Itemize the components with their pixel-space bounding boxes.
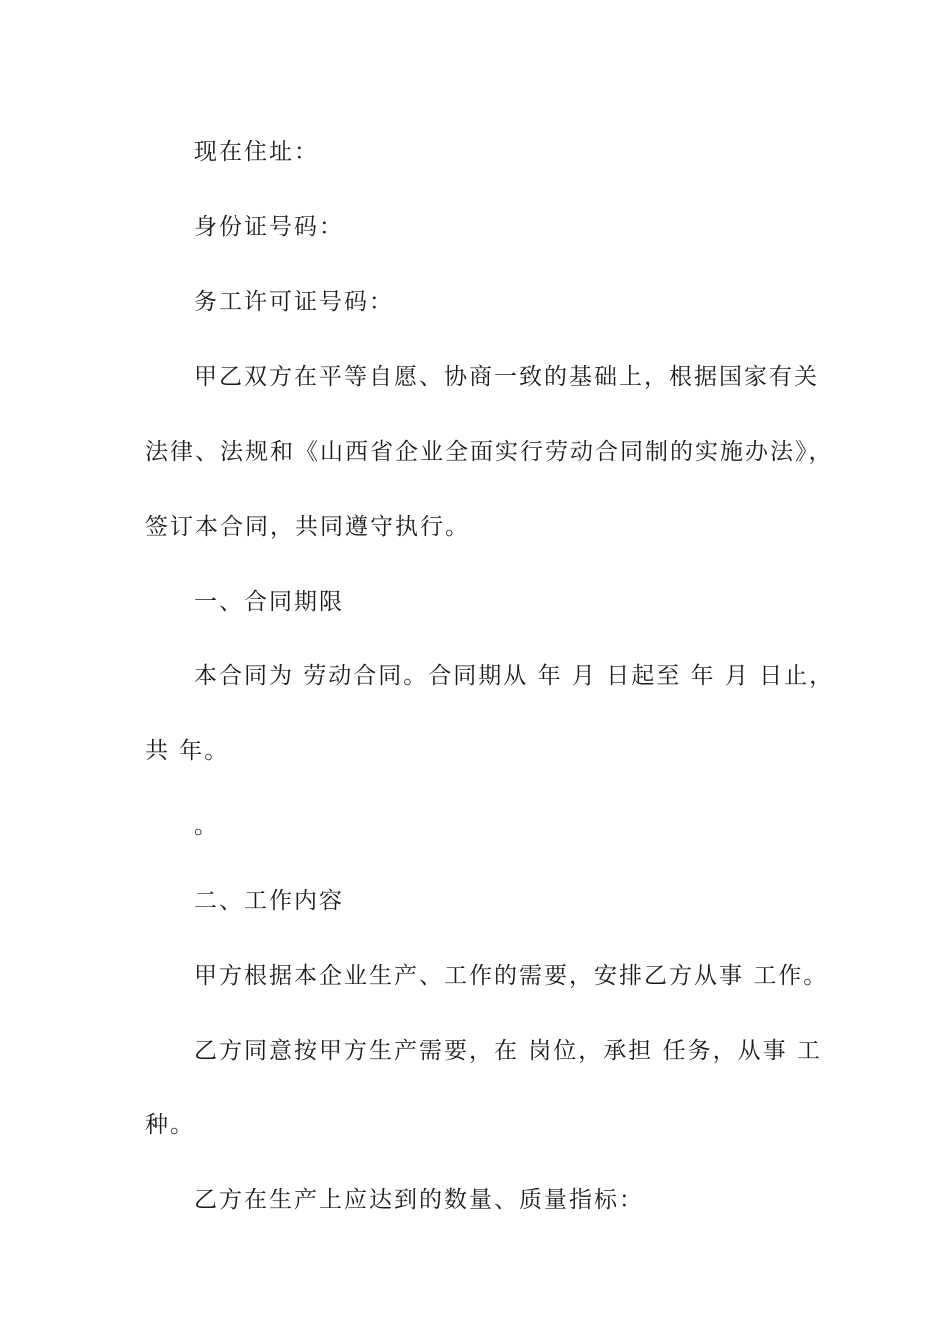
section-heading-term: 一、合同期限 bbox=[194, 589, 344, 615]
term-line-2: 共 年。 bbox=[145, 738, 230, 764]
id-number-label: 身份证号码： bbox=[194, 214, 344, 240]
work-line-3: 种。 bbox=[145, 1112, 195, 1138]
address-label: 现在住址： bbox=[194, 139, 319, 165]
section-heading-work: 二、工作内容 bbox=[194, 888, 344, 914]
preamble-line-1: 甲乙双方在平等自愿、协商一致的基础上，根据国家有关 bbox=[194, 364, 819, 390]
period-line: 。 bbox=[194, 813, 219, 839]
term-line-1: 本合同为 劳动合同。合同期从 年 月 日起至 年 月 日止， bbox=[194, 663, 835, 689]
work-permit-label: 务工许可证号码： bbox=[194, 289, 394, 315]
preamble-line-2: 法律、法规和《山西省企业全面实行劳动合同制的实施办法》， bbox=[145, 439, 834, 465]
quota-line: 乙方在生产上应达到的数量、质量指标： bbox=[194, 1187, 644, 1213]
work-line-1: 甲方根据本企业生产、工作的需要，安排乙方从事 工作。 bbox=[194, 963, 829, 989]
preamble-line-3: 签订本合同，共同遵守执行。 bbox=[145, 514, 470, 540]
work-line-2: 乙方同意按甲方生产需要，在 岗位，承担 任务，从事 工 bbox=[194, 1038, 822, 1064]
